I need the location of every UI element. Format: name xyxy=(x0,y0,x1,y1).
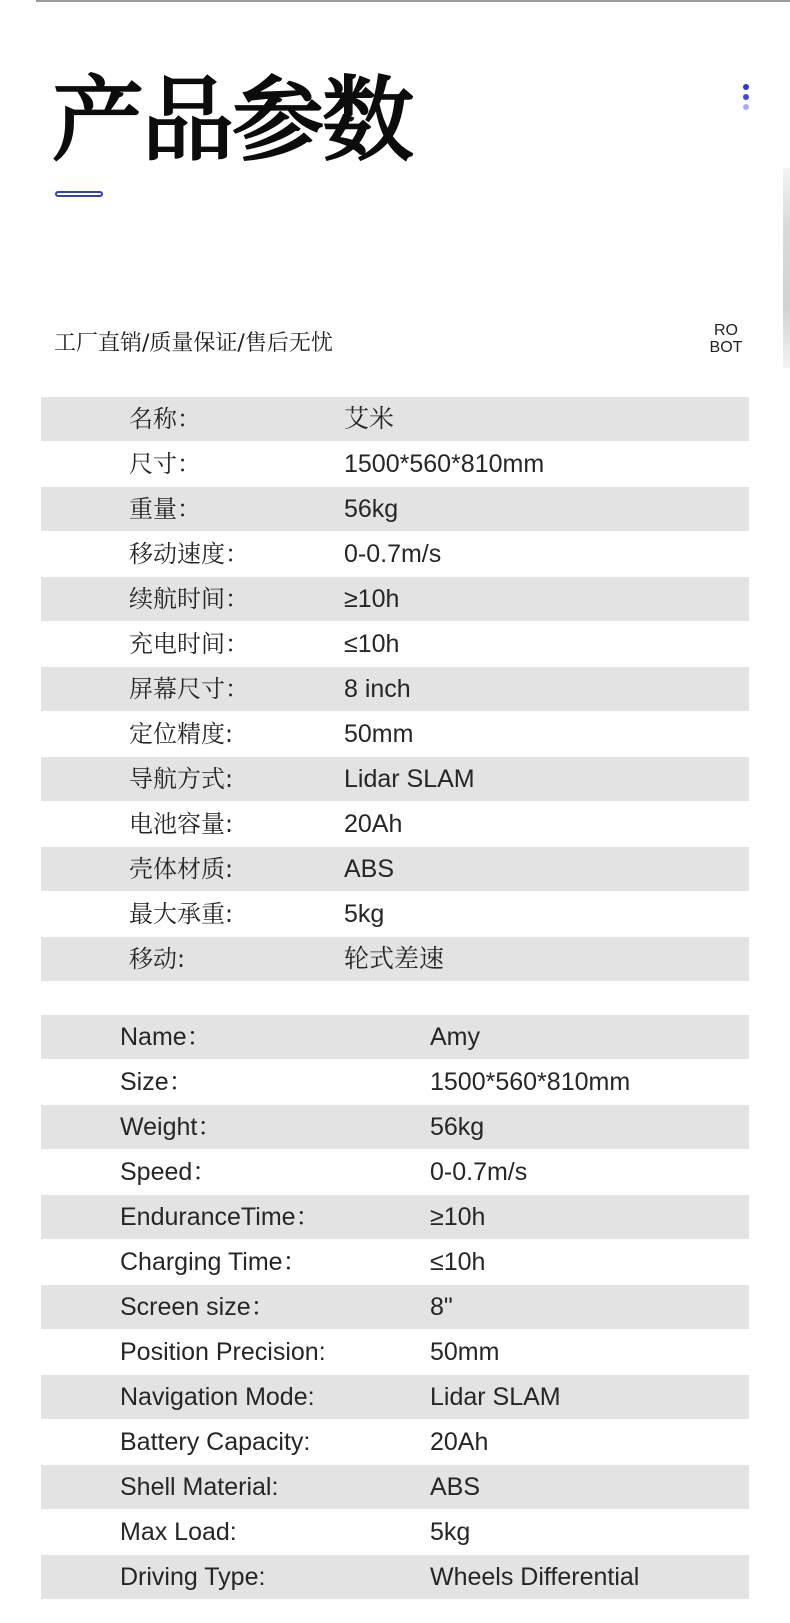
spec-value: 20Ah xyxy=(430,1428,489,1456)
spec-row-drive xyxy=(41,937,749,982)
robot-logo-line1: RO xyxy=(714,322,738,339)
spec-value: Lidar SLAM xyxy=(344,765,475,793)
spec-label: 重量： xyxy=(129,495,201,523)
spec-row-precision xyxy=(41,1330,749,1375)
spec-value: 5kg xyxy=(430,1518,471,1546)
spec-value: ≥10h xyxy=(344,585,400,613)
spec-label: 移动速度： xyxy=(129,540,249,568)
spec-label: 名称： xyxy=(129,405,201,433)
spec-row-endurance xyxy=(41,1195,749,1240)
spec-value: 50mm xyxy=(344,720,414,748)
spec-row-precision xyxy=(41,712,749,757)
spec-label: Shell Material: xyxy=(120,1473,279,1501)
spec-label: 电池容量: xyxy=(129,810,234,838)
spec-label: 定位精度: xyxy=(129,720,234,748)
spec-value: ≤10h xyxy=(430,1248,486,1276)
spec-value: 20Ah xyxy=(344,810,403,838)
spec-value: Wheels Differential xyxy=(430,1563,640,1591)
spec-row-weight xyxy=(41,487,749,532)
spec-value: 8 inch xyxy=(344,675,411,703)
spec-label: 续航时间： xyxy=(129,585,249,613)
spec-row-battery xyxy=(41,802,749,847)
spec-label: Battery Capacity: xyxy=(120,1428,311,1456)
spec-value: Lidar SLAM xyxy=(430,1383,561,1411)
spec-label: Navigation Mode: xyxy=(120,1383,315,1411)
spec-row-material xyxy=(41,1465,749,1510)
spec-row-speed xyxy=(41,1150,749,1195)
spec-value: 0-0.7m/s xyxy=(430,1158,528,1186)
spec-label: Driving Type: xyxy=(120,1563,266,1591)
spec-value: 1500*560*810mm xyxy=(430,1068,631,1096)
spec-label: 导航方式: xyxy=(129,765,234,793)
spec-row-screen xyxy=(41,1285,749,1330)
spec-row-charging xyxy=(41,622,749,667)
spec-label: 屏幕尺寸： xyxy=(129,675,249,703)
spec-value: 轮式差速 xyxy=(344,945,445,973)
spec-row-load xyxy=(41,1510,749,1555)
page-title: 产品参数 xyxy=(52,67,413,174)
spec-row-weight xyxy=(41,1105,749,1150)
spec-value: ≤10h xyxy=(344,630,400,658)
spec-value: 0-0.7m/s xyxy=(344,540,442,568)
spec-label: Name： xyxy=(120,1023,212,1051)
spec-label: Screen size： xyxy=(120,1293,276,1321)
title-accent-bar xyxy=(55,191,103,197)
spec-row-size xyxy=(41,1060,749,1105)
spec-label: EnduranceTime： xyxy=(120,1203,321,1231)
vertical-dots-icon[interactable] xyxy=(743,84,751,114)
spec-value: ABS xyxy=(430,1473,481,1501)
edge-image-strip xyxy=(783,168,790,368)
spec-label: Weight： xyxy=(120,1113,223,1141)
spec-label: Size： xyxy=(120,1068,194,1096)
spec-label: Max Load: xyxy=(120,1518,237,1546)
dot-icon xyxy=(743,104,749,110)
spec-value: 5kg xyxy=(344,900,385,928)
slogan-text: 工厂直销/质量保证/售后无忧 xyxy=(54,331,333,356)
spec-value: Amy xyxy=(430,1023,480,1051)
spec-label: 壳体材质: xyxy=(129,855,234,883)
spec-label: Position Precision: xyxy=(120,1338,326,1366)
spec-row-size xyxy=(41,442,749,487)
spec-value: ABS xyxy=(344,855,395,883)
spec-row-drive xyxy=(41,1555,749,1600)
spec-row-material xyxy=(41,847,749,892)
spec-label: 最大承重: xyxy=(129,900,234,928)
spec-label: 尺寸： xyxy=(129,450,201,478)
robot-logo xyxy=(706,322,746,356)
spec-row-screen xyxy=(41,667,749,712)
spec-row-name xyxy=(41,1015,749,1060)
robot-logo-line2: BOT xyxy=(709,339,743,356)
spec-value: 1500*560*810mm xyxy=(344,450,545,478)
spec-row-navigation xyxy=(41,757,749,802)
spec-row-load xyxy=(41,892,749,937)
dot-icon xyxy=(743,84,749,90)
spec-label: 移动: xyxy=(129,945,186,973)
spec-row-battery xyxy=(41,1420,749,1465)
spec-value: 艾米 xyxy=(344,405,395,433)
spec-row-charging xyxy=(41,1240,749,1285)
spec-row-endurance xyxy=(41,577,749,622)
top-divider xyxy=(36,0,790,2)
spec-value: 56kg xyxy=(344,495,399,523)
spec-row-navigation xyxy=(41,1375,749,1420)
spec-value: 8" xyxy=(430,1293,453,1321)
spec-label: Speed： xyxy=(120,1158,218,1186)
spec-label: 充电时间： xyxy=(129,630,249,658)
dot-icon xyxy=(743,94,749,100)
spec-value: 50mm xyxy=(430,1338,500,1366)
spec-row-name xyxy=(41,397,749,442)
spec-row-speed xyxy=(41,532,749,577)
spec-value: 56kg xyxy=(430,1113,485,1141)
spec-value: ≥10h xyxy=(430,1203,486,1231)
spec-label: Charging Time： xyxy=(120,1248,308,1276)
spec-table-chinese xyxy=(41,397,749,982)
spec-table-english xyxy=(41,1015,749,1600)
